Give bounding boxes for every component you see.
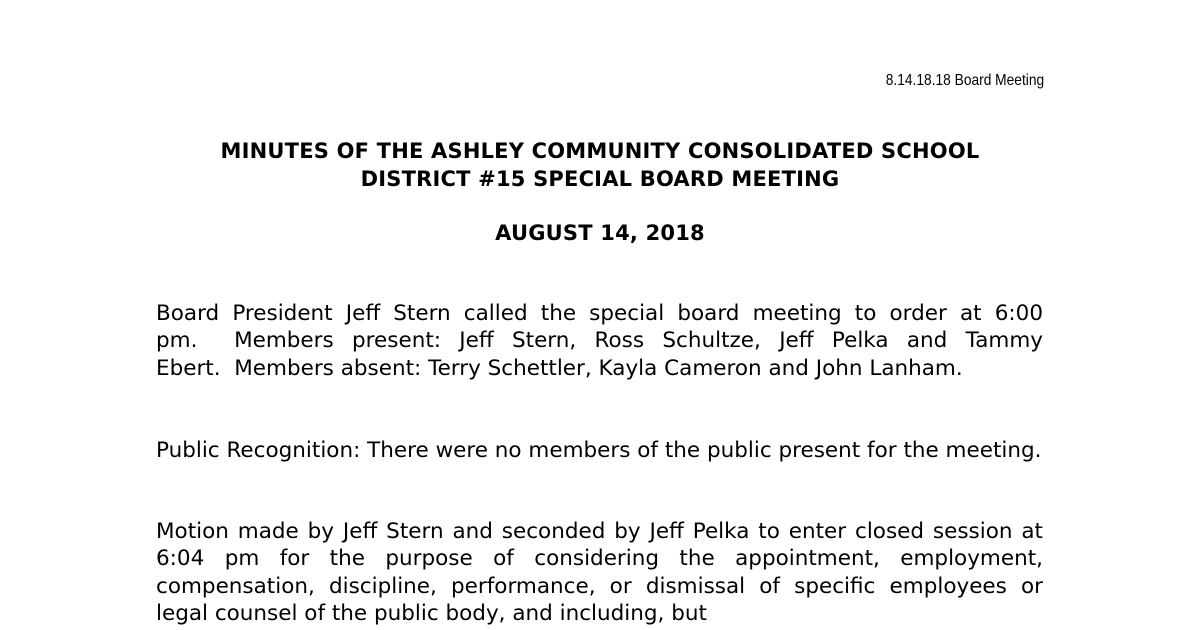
document-title <box>156 137 1044 193</box>
title-line-1: MINUTES OF THE ASHLEY COMMUNITY CONSOLIDATED SCHOOL <box>220 139 980 163</box>
paragraph-public-recognition: Public Recognition: There were no members of the public present for the meeting. <box>156 438 1042 463</box>
meeting-date: AUGUST 14, 2018 <box>495 221 705 245</box>
meeting-tag: 8.14.18.18 Board Meeting <box>885 72 1044 89</box>
paragraph-call-to-order: Board President Jeff Stern called the special board meeting to order at 6:00 pm. Members present: Jeff Stern, Ross Schultze, Jeff Pelka and Tammy Ebert. Members absent: Terry Schettler, Kayla Cameron and John Lanham. <box>156 301 1043 381</box>
title-line-2: DISTRICT #15 SPECIAL BOARD MEETING <box>360 167 840 191</box>
paragraph-closed-session-motion: Motion made by Jeff Stern and seconded by Jeff Pelka to enter closed session at 6:04 pm for the purpose of considering the appointment, employment, compensation, discipline, performance, or dismissal of specific employees or legal counsel of the public body, and including, but <box>156 519 1043 627</box>
